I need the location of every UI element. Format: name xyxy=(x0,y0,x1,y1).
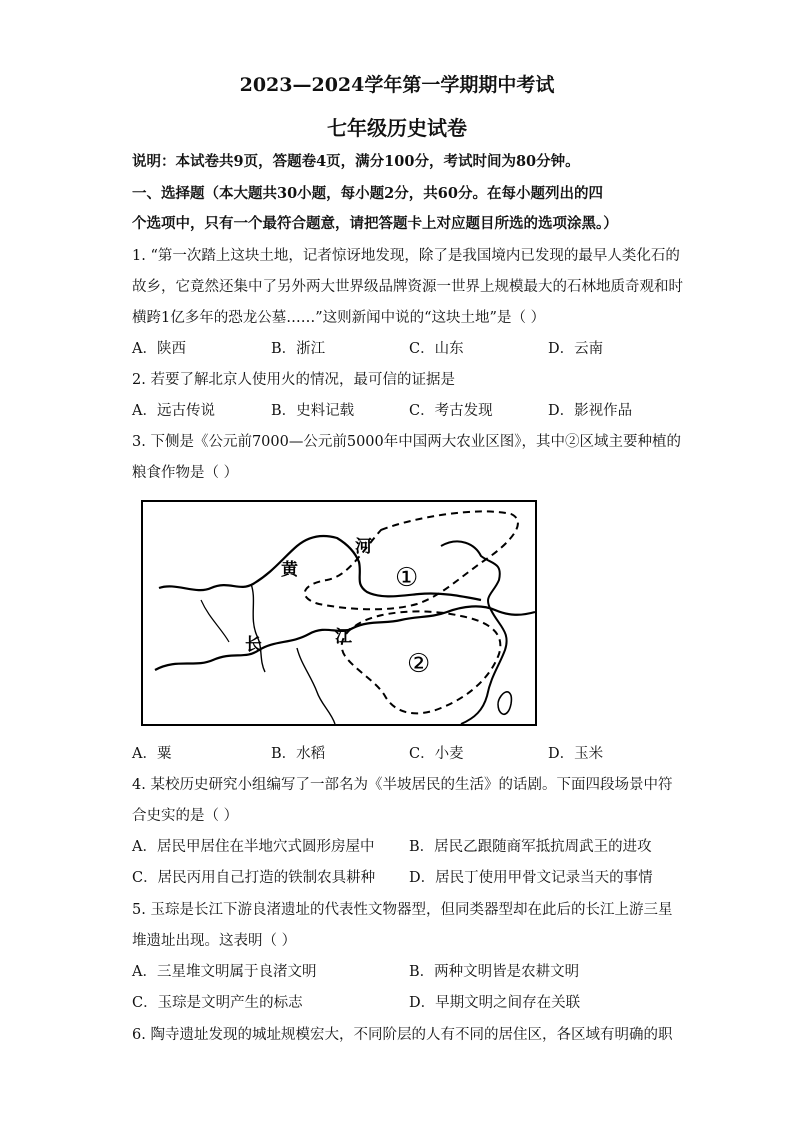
question-3-option-c: C．小麦 xyxy=(409,746,464,762)
question-3-option-d: D．玉米 xyxy=(548,746,604,762)
question-1-option-c: C．山东 xyxy=(409,341,464,357)
map-label-jiang: 江 xyxy=(335,627,352,647)
question-1-line-2: 故乡，它竟然还集中了另外两大世界级品牌资源一世界上规模最大的石林地质奇观和时 xyxy=(132,279,683,295)
exam-title: 2023—2024学年第一学期期中考试 xyxy=(239,74,555,96)
question-2-option-b: B．史料记载 xyxy=(271,403,355,419)
question-4-line-2: 合史实的是（ ） xyxy=(132,808,239,824)
question-5-line-2: 堆遗址出现。这表明（ ） xyxy=(132,933,297,949)
question-4-option-a: A．居民甲居住在半地穴式圆形房屋中 xyxy=(132,839,375,855)
question-5-option-a: A．三星堆文明属于良渚文明 xyxy=(132,964,317,980)
question-6-line-1: 6. 陶寺遗址发现的城址规模宏大，不同阶层的人有不同的居住区，各区域有明确的职 xyxy=(132,1027,673,1043)
question-1-line-1: 1. “第一次踏上这块土地，记者惊讶地发现，除了是我国境内已发现的最早人类化石的 xyxy=(132,248,680,264)
exam-instructions: 说明：本试卷共9页，答题卷4页，满分100分，考试时间为80分钟。 xyxy=(132,153,580,170)
question-1-option-b: B．浙江 xyxy=(271,341,326,357)
map-label-chang: 长 xyxy=(245,635,262,655)
question-5-option-d: D．早期文明之间存在关联 xyxy=(409,995,581,1011)
question-1-line-3: 横跨1亿多年的恐龙公墓……”这则新闻中说的“这块土地”是（ ） xyxy=(132,310,546,326)
question-3-option-b: B．水稻 xyxy=(271,746,326,762)
question-3-option-a: A．粟 xyxy=(132,746,172,762)
question-2-line-1: 2. 若要了解北京人使用火的情况，最可信的证据是 xyxy=(132,372,455,388)
question-5-line-1: 5. 玉琮是长江下游良渚遗址的代表性文物器型，但同类器型却在此后的长江上游三星 xyxy=(132,902,673,918)
question-3-line-1: 3. 下侧是《公元前7000—公元前5000年中国两大农业区图》，其中②区域主要种植的 xyxy=(132,434,681,450)
question-5-option-b: B．两种文明皆是农耕文明 xyxy=(409,964,580,980)
question-3-line-2: 粮食作物是（ ） xyxy=(132,465,239,481)
question-4-option-b: B．居民乙跟随商军抵抗周武王的进攻 xyxy=(409,839,652,855)
exam-subtitle: 七年级历史试卷 xyxy=(327,116,467,140)
question-2-option-d: D．影视作品 xyxy=(548,403,633,419)
question-5-option-c: C．玉琮是文明产生的标志 xyxy=(132,995,303,1011)
map-label-huang: 黄 xyxy=(281,560,298,580)
question-1-option-d: D．云南 xyxy=(548,341,604,357)
map-label-region-2: ② xyxy=(407,649,431,679)
agricultural-regions-map xyxy=(141,500,537,726)
map-label-he: 河 xyxy=(355,537,372,557)
question-4-option-c: C．居民丙用自己打造的铁制农具耕种 xyxy=(132,870,376,886)
map-frame xyxy=(142,501,536,725)
question-1-option-a: A．陕西 xyxy=(132,341,186,357)
question-2-option-c: C．考古发现 xyxy=(409,403,493,419)
section-header-line-1: 一、选择题（本大题共30小题，每小题2分，共60分。在每小题列出的四 xyxy=(132,185,603,202)
question-4-line-1: 4. 某校历史研究小组编写了一部名为《半坡居民的生活》的话剧。下面四段场景中符 xyxy=(132,777,673,793)
section-header-line-2: 个选项中，只有一个最符合题意，请把答题卡上对应题目所选的选项涂黑。） xyxy=(132,215,618,232)
question-2-option-a: A．远古传说 xyxy=(132,403,215,419)
question-4-option-d: D．居民丁使用甲骨文记录当天的事情 xyxy=(409,870,653,886)
map-label-region-1: ① xyxy=(395,563,419,593)
